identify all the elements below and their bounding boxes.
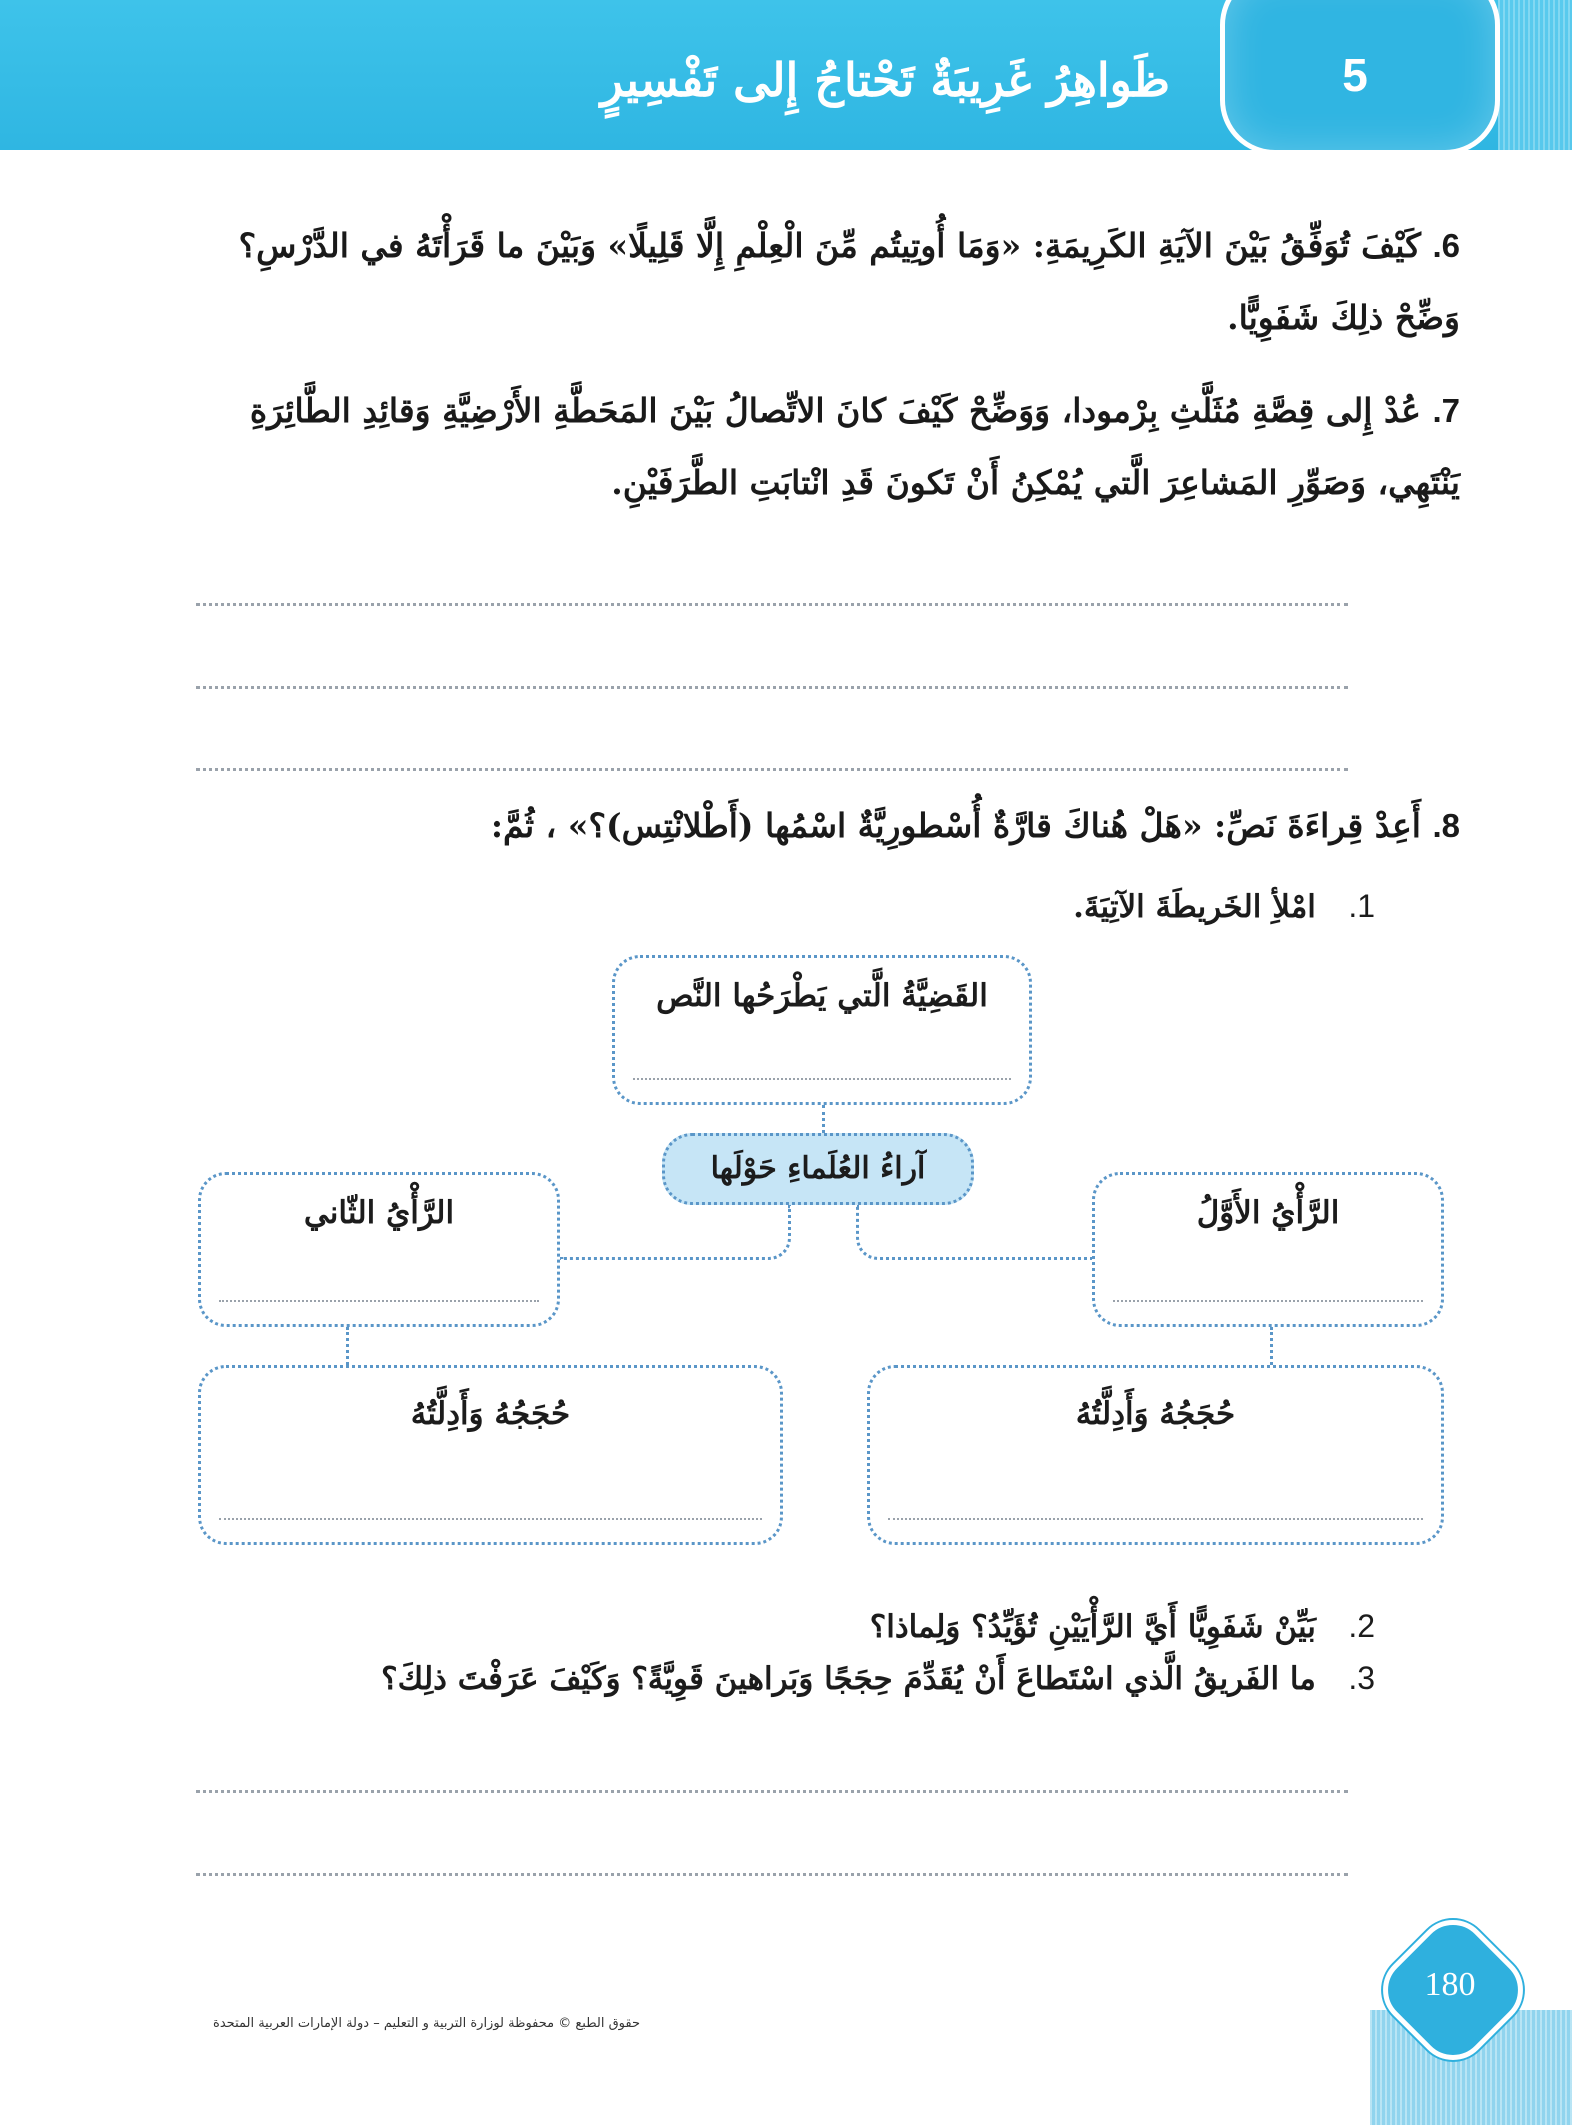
question-text: عُدْ إِلى قِصَّةِ مُثَلَّثِ بِرْمودا، وَوَضِّحْ كَيْفَ كانَ الاتِّصالُ بَيْنَ المَحَطَّةِ الأَرْضِيَّةِ وَقائِدِ الطَّائِرَةِ يَنْتَهِي، وَصَوِّرِ المَشاعِرَ الَّتي يُمْكِنُ أَنْ تَكونَ قَدِ انْتابَتِ الطَّرَفَيْنِ.: [249, 391, 1460, 502]
evidence-first-answer-line[interactable]: [888, 1518, 1423, 1520]
opinion-first-answer-line[interactable]: [1113, 1300, 1423, 1302]
scholars-opinions-pill: آراءُ العُلَماءِ حَوْلَها: [662, 1133, 974, 1205]
connector-line: [1270, 1327, 1273, 1365]
subquestion-number: 2.: [1348, 1608, 1375, 1644]
connector-line: [346, 1327, 349, 1365]
question-number: 6.: [1432, 227, 1460, 264]
question-6: [180, 210, 1460, 354]
evidence-first-label: حُجَجُهُ وَأَدِلَّتُهُ: [1075, 1396, 1236, 1432]
question-number: 8.: [1432, 807, 1460, 844]
answer-line[interactable]: [196, 1790, 1348, 1793]
subquestion-text: امْلأِ الخَريطَةَ الآتِيَةَ.: [1073, 889, 1316, 925]
subquestion-text: ما الفَريقُ الَّذي اسْتَطاعَ أَنْ يُقَدِّمَ حِجَجًا وَبَراهينَ قَوِيَّةً؟ وَكَيْفَ عَرَفْتَ ذلِكَ؟: [381, 1661, 1316, 1697]
copyright-footer: حقوق الطبع © محفوظة لوزارة التربية و التعليم – دولة الإمارات العربية المتحدة: [213, 2016, 640, 2031]
subquestion-text: بَيِّنْ شَفَوِيًّا أَيَّ الرَّأْيَيْنِ تُؤَيِّدُ؟ وَلِماذا؟: [869, 1609, 1316, 1645]
issue-box[interactable]: [612, 955, 1032, 1105]
chapter-title: ظَواهِرُ غَرِيبَةٌ تَحْتاجُ إِلى تَفْسِيرٍ: [600, 53, 1170, 107]
subquestion-number: 3.: [1348, 1660, 1375, 1696]
answer-line[interactable]: [196, 1873, 1348, 1876]
connector-line: [822, 1105, 825, 1133]
banner-texture: [1498, 0, 1572, 150]
subquestion-2: [200, 1600, 1375, 1653]
issue-answer-line[interactable]: [633, 1078, 1011, 1080]
opinion-second-answer-line[interactable]: [219, 1300, 539, 1302]
opinion-second-label: الرَّأْيُ الثّاني: [303, 1195, 455, 1231]
question-text: كَيْفَ تُوَفِّقُ بَيْنَ الآيَةِ الكَرِيمَةِ: «وَمَا أُوتِيتُم مِّنَ الْعِلْمِ إِلَّا قَلِيلًا» وَبَيْنَ ما قَرَأْتَهُ في الدَّرْسِ؟ وَضِّحْ ذلِكَ شَفَوِيًّا.: [238, 226, 1460, 337]
opinion-first-label: الرَّأْيُ الأَوَّلُ: [1196, 1195, 1340, 1231]
chapter-number: 5: [1342, 49, 1368, 101]
question-7: [180, 375, 1460, 519]
evidence-second-answer-line[interactable]: [219, 1518, 762, 1520]
question-text: أَعِدْ قِراءَةَ نَصِّ: «هَلْ هُناكَ قارَّةٌ أُسْطورِيَّةٌ اسْمُها (أَطْلانْتِس)؟» ، ثُمَّ:: [490, 806, 1421, 845]
connector-line: [856, 1205, 1095, 1260]
answer-line[interactable]: [196, 603, 1348, 606]
subquestion-1: [400, 880, 1375, 933]
page-number: 180: [1424, 1966, 1476, 2003]
issue-label: القَضِيَّةُ الَّتي يَطْرَحُها النَّص: [656, 978, 988, 1014]
answer-line[interactable]: [196, 768, 1348, 771]
subquestion-3: [200, 1652, 1375, 1705]
answer-line[interactable]: [196, 686, 1348, 689]
evidence-second-label: حُجَجُهُ وَأَدِلَّتُهُ: [410, 1396, 571, 1432]
opinion-first-box[interactable]: [1092, 1172, 1444, 1327]
subquestion-number: 1.: [1348, 888, 1375, 924]
evidence-first-box[interactable]: [867, 1365, 1444, 1545]
opinion-second-box[interactable]: [198, 1172, 560, 1327]
question-8: [180, 790, 1460, 862]
question-number: 7.: [1432, 392, 1460, 429]
connector-line: [560, 1205, 791, 1260]
evidence-second-box[interactable]: [198, 1365, 783, 1545]
